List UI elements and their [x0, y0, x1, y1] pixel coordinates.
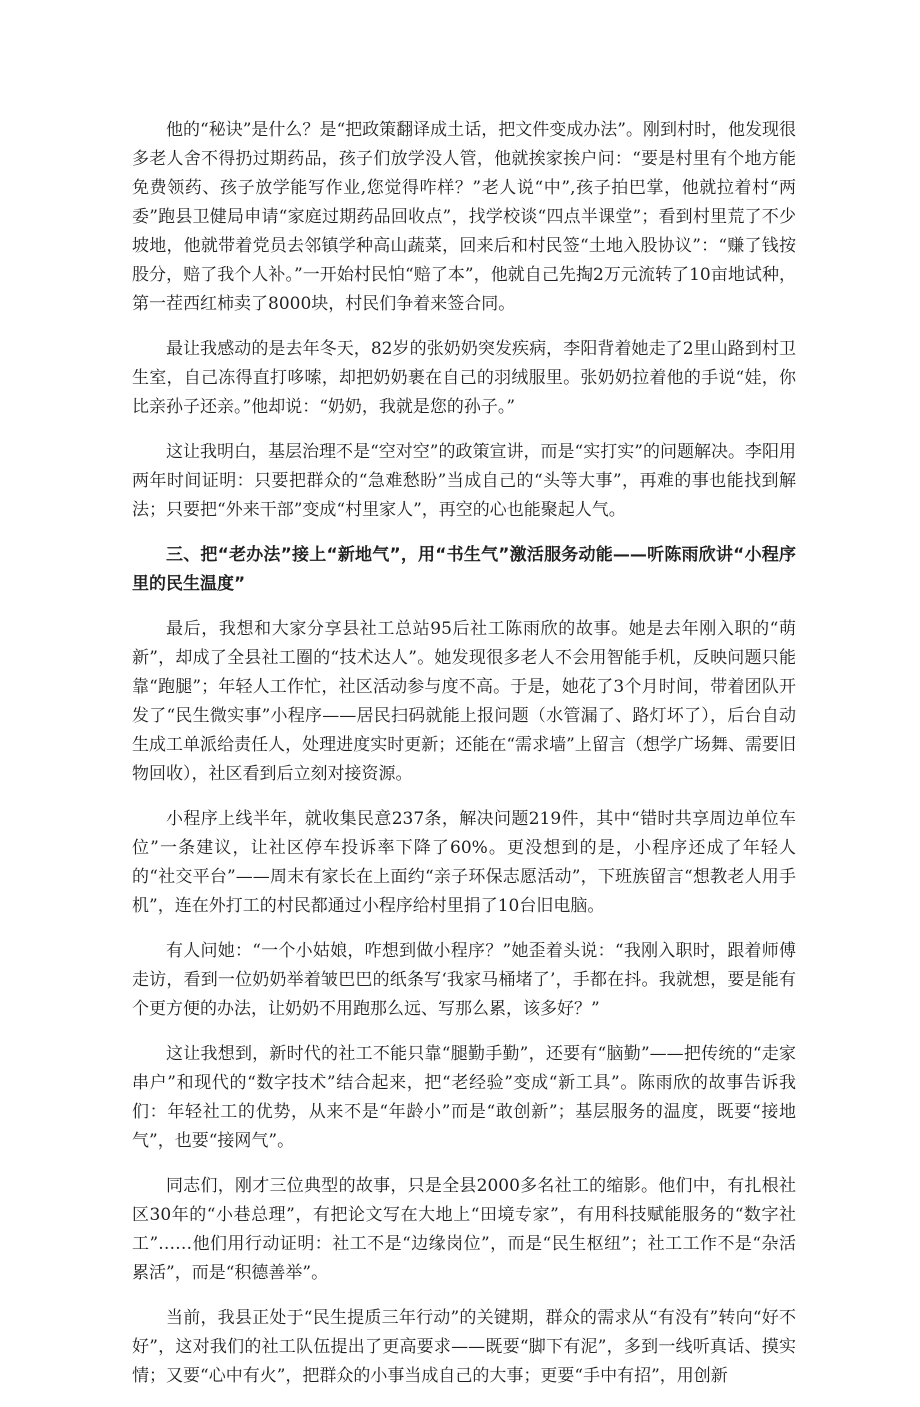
- section-heading-three: 三、把“老办法”接上“新地气”，用“书生气”激活服务动能——听陈雨欣讲“小程序里的民生温度”: [132, 545, 796, 594]
- paragraph-mini-program-results: 小程序上线半年，就收集民意237条，解决问题219件，其中“错时共享周边单位车位”一条建议，让社区停车投诉率下降了60%。更没想到的是，小程序还成了年轻人的“社交平台”——周末有家长在上面约“亲子环保志愿活动”，下班族留言“想教老人用手机”，连在外打工的村民都通过小程序给村里捐了10台旧电脑。: [132, 809, 796, 916]
- paragraph-secret: 他的“秘诀”是什么？是“把政策翻译成土话，把文件变成办法”。刚到村时，他发现很多老人舍不得扔过期药品，孩子们放学没人管，他就挨家挨户问：“要是村里有个地方能免费领药、孩子放学能写作业,您觉得咋样？”老人说“中”,孩子拍巴掌，他就拉着村“两委”跑县卫健局申请“家庭过期药品回收点”，找学校谈“四点半课堂”；看到村里荒了不少坡地，他就带着党员去邻镇学种高山蔬菜，回来后和村民签“土地入股协议”：“赚了钱按股分，赔了我个人补。”一开始村民怕“赔了本”，他就自己先掏2万元流转了10亩地试种，第一茬西红柿卖了8000块，村民们争着来签合同。: [132, 120, 796, 314]
- paragraph-grandma-zhang: 最让我感动的是去年冬天，82岁的张奶奶突发疾病，李阳背着她走了2里山路到村卫生室，自己冻得直打哆嗦，却把奶奶裹在自己的羽绒服里。张奶奶拉着他的手说“娃，你比亲孙子还亲。”他却说：“奶奶，我就是您的孙子。”: [132, 339, 796, 417]
- document-body: [132, 116, 796, 1407]
- paragraph-comrades: 同志们，刚才三位典型的故事，只是全县2000多名社工的缩影。他们中，有扎根社区30年的“小巷总理”，有把论文写在大地上“田境专家”，有用科技赋能服务的“数字社工”……他们用行动证明：社工不是“边缘岗位”，而是“民生枢纽”；社工工作不是“杂活累活”，而是“积德善举”。: [132, 1176, 796, 1283]
- paragraph-governance-lesson: 这让我明白，基层治理不是“空对空”的政策宣讲，而是“实打实”的问题解决。李阳用两年时间证明：只要把群众的“急难愁盼”当成自己的“头等大事”，再难的事也能找到解法；只要把“外来干部”变成“村里家人”，再空的心也能聚起人气。: [132, 442, 796, 520]
- paragraph-why-mini-program: 有人问她：“一个小姑娘，咋想到做小程序？”她歪着头说：“我刚入职时，跟着师傅走访，看到一位奶奶举着皱巴巴的纸条写‘我家马桶堵了’，手都在抖。我就想，要是能有个更方便的办法，让奶奶不用跑那么远、写那么累，该多好？”: [132, 941, 796, 1019]
- paragraph-chen-yuxin-intro: 最后，我想和大家分享县社工总站95后社工陈雨欣的故事。她是去年刚入职的“萌新”，却成了全县社工圈的“技术达人”。她发现很多老人不会用智能手机，反映问题只能靠“跑腿”；年轻人工作忙，社区活动参与度不高。于是，她花了3个月时间，带着团队开发了“民生微实事”小程序——居民扫码就能上报问题（水管漏了、路灯坏了），后台自动生成工单派给责任人，处理进度实时更新；还能在“需求墙”上留言（想学广场舞、需要旧物回收），社区看到后立刻对接资源。: [132, 619, 796, 784]
- paragraph-current-stage: 当前，我县正处于“民生提质三年行动”的关键期，群众的需求从“有没有”转向“好不好”，这对我们的社工队伍提出了更高要求——既要“脚下有泥”，多到一线听真话、摸实情；又要“心中有火”，把群众的小事当成自己的大事；更要“手中有招”，用创新: [132, 1308, 796, 1386]
- paragraph-new-era-social-work: 这让我想到，新时代的社工不能只靠“腿勤手勤”，还要有“脑勤”——把传统的“走家串户”和现代的“数字技术”结合起来，把“老经验”变成“新工具”。陈雨欣的故事告诉我们：年轻社工的优势，从来不是“年龄小”而是“敢创新”；基层服务的温度，既要“接地气”，也要“接网气”。: [132, 1044, 797, 1151]
